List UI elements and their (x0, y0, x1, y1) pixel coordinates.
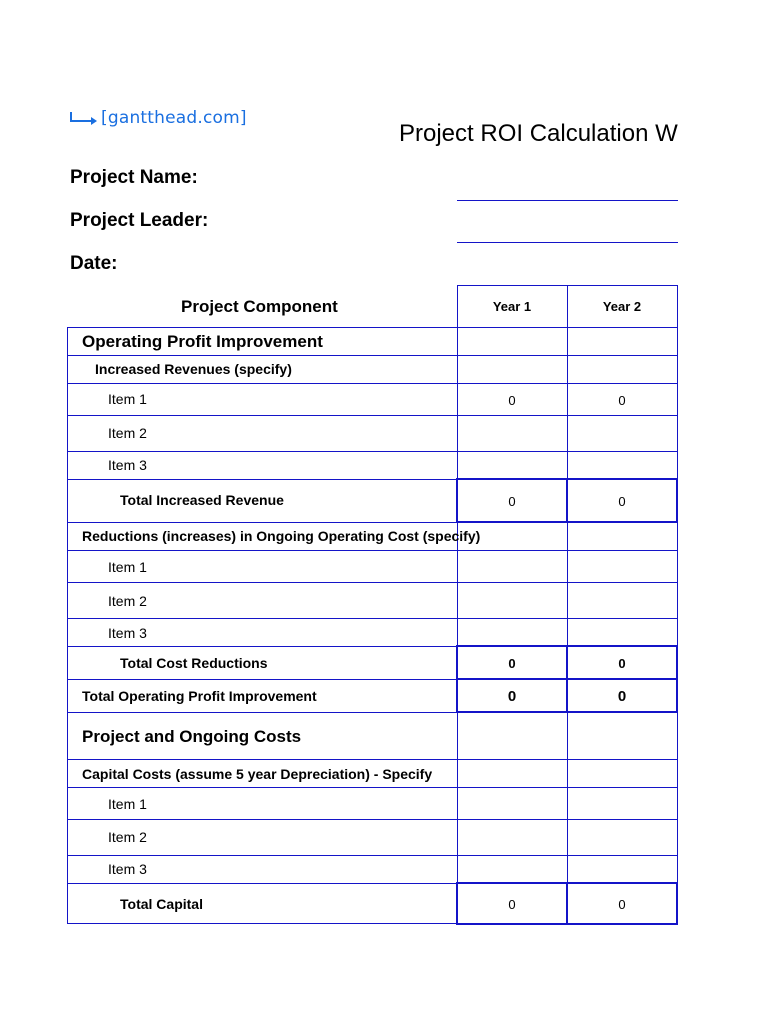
logo-text: [gantthead.com] (101, 108, 247, 128)
title-container (399, 116, 678, 152)
red-item-3: Item 3 (108, 625, 147, 641)
section-op-profit: Operating Profit Improvement (82, 332, 323, 351)
grid-line (67, 855, 678, 856)
rev-item-1: Item 1 (108, 391, 147, 407)
project-leader-label: Project Leader: (70, 210, 209, 231)
total-cost-reductions-year1: 0 (508, 656, 516, 671)
grid-line (67, 618, 678, 619)
red-item-1: Item 1 (108, 559, 147, 575)
grid-line (67, 415, 678, 416)
total-op-profit-year1: 0 (507, 688, 517, 705)
subsection-capital-costs: Capital Costs (assume 5 year Depreciation) - Specify (82, 766, 433, 782)
grid-line (67, 327, 68, 924)
total-increased-revenue-year1: 0 (508, 494, 516, 509)
total-capital-year1: 0 (508, 897, 516, 912)
rev-item-3: Item 3 (108, 457, 147, 473)
section-project-ongoing-costs: Project and Ongoing Costs (82, 727, 302, 746)
rev-item-2: Item 2 (108, 425, 147, 441)
grid-line (67, 759, 678, 760)
red-item-2: Item 2 (108, 593, 147, 609)
total-op-profit-year2: 0 (617, 688, 627, 705)
grid-line (67, 451, 678, 452)
cap-item-1: Item 1 (108, 796, 147, 812)
year2-header: Year 2 (602, 299, 642, 314)
grid-line (67, 550, 678, 551)
total-op-profit-label: Total Operating Profit Improvement (82, 688, 317, 704)
arrow-icon (69, 110, 99, 126)
rev-item-1-year1[interactable]: 0 (508, 393, 516, 408)
subsection-increased-revenues: Increased Revenues (specify) (95, 361, 292, 377)
cap-item-3: Item 3 (108, 861, 147, 877)
total-capital-label: Total Capital (120, 896, 203, 912)
total-increased-revenue-year2: 0 (618, 494, 626, 509)
grid-line (67, 383, 678, 384)
subsection-reductions: Reductions (increases) in Ongoing Operating Cost (specify) (82, 528, 481, 544)
project-name-label: Project Name: (70, 167, 198, 188)
grid-line (67, 327, 678, 328)
grid-line (457, 285, 458, 924)
total-capital-year2: 0 (618, 897, 626, 912)
grid-line (567, 285, 568, 924)
grid-line (67, 355, 678, 356)
project-name-input-line[interactable] (457, 200, 678, 201)
total-cost-reductions-label: Total Cost Reductions (120, 655, 268, 671)
date-label: Date: (70, 253, 118, 274)
total-cost-reductions-year2: 0 (618, 656, 626, 671)
project-leader-input-line[interactable] (457, 242, 678, 243)
grid-line (67, 819, 678, 820)
cap-item-2: Item 2 (108, 829, 147, 845)
component-header: Project Component (181, 297, 338, 316)
page-title: Project ROI Calculation W (399, 120, 678, 147)
year1-header: Year 1 (492, 299, 532, 314)
total-increased-revenue-label: Total Increased Revenue (120, 492, 284, 508)
grid-line (677, 285, 678, 924)
grid-line (67, 787, 678, 788)
rev-item-1-year2[interactable]: 0 (618, 393, 626, 408)
grid-line (67, 582, 678, 583)
gantthead-logo (69, 106, 247, 130)
